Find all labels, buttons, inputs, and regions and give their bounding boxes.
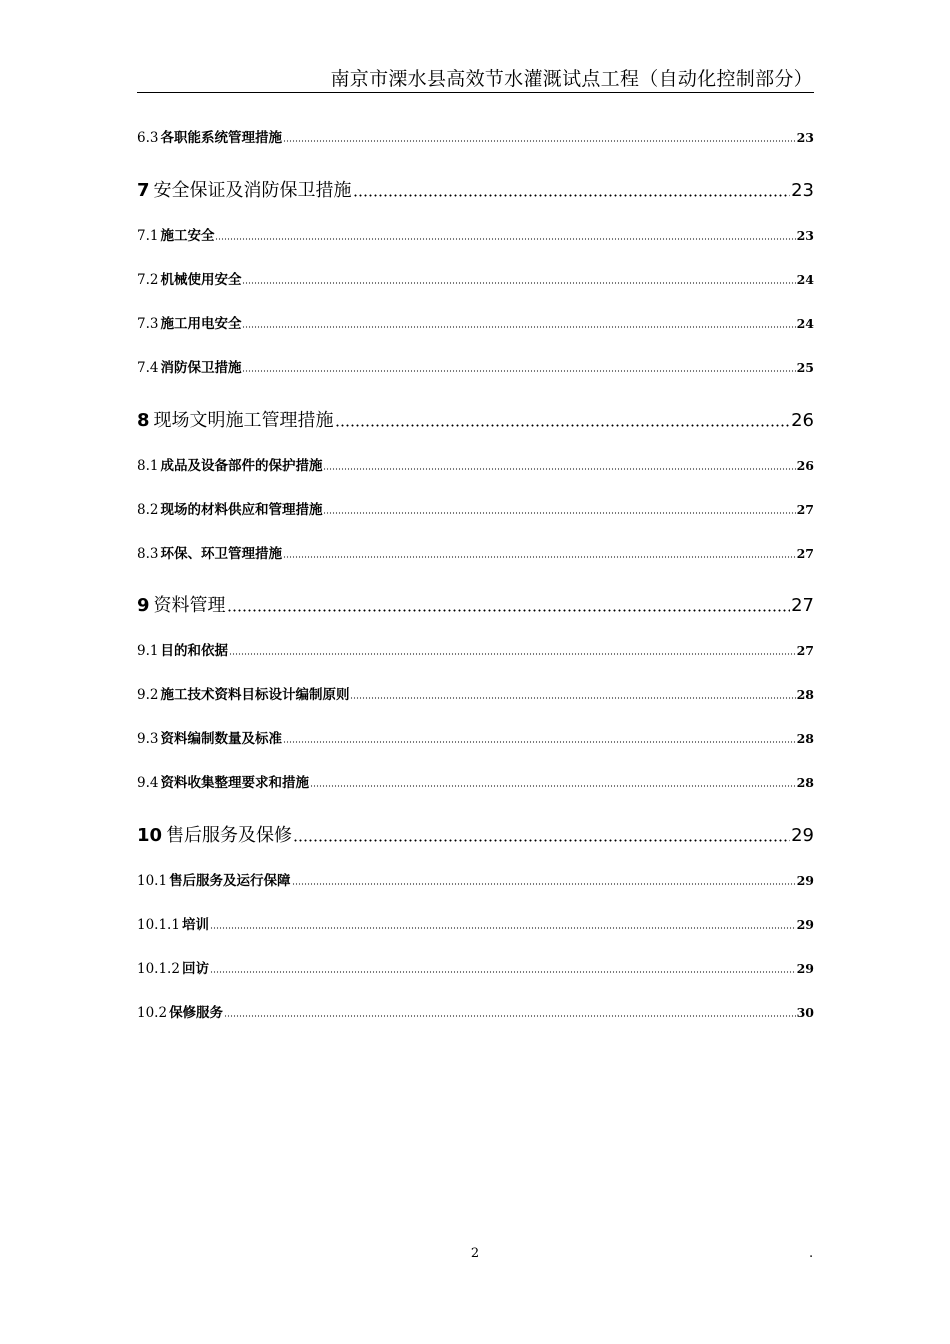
toc-dot-leader: [210, 926, 796, 930]
toc-dot-leader: [350, 696, 795, 700]
toc-entry-title: 成品及设备部件的保护措施: [160, 458, 323, 474]
toc-entry-title: 现场文明施工管理措施: [153, 410, 334, 431]
toc-entry-number: 8.3: [137, 546, 159, 562]
toc-dot-leader: [242, 369, 795, 373]
toc-dot-leader: [323, 467, 795, 471]
toc-entry-page: 25: [796, 360, 814, 375]
toc-entry-title: 售后服务及运行保障: [169, 873, 291, 889]
toc-entry-number: 9.4: [137, 775, 159, 791]
toc-section-entry[interactable]: [137, 456, 814, 476]
toc-entry-title: 施工用电安全: [160, 316, 242, 332]
table-of-contents: [137, 0, 814, 1344]
toc-entry-page: 29: [796, 917, 814, 932]
toc-dot-leader: [283, 740, 796, 744]
toc-entry-number: 8: [137, 410, 150, 431]
toc-entry-number: 9.2: [137, 687, 159, 703]
toc-dot-leader: [283, 555, 796, 559]
toc-entry-number: 9.1: [137, 643, 159, 659]
toc-entry-title: 资料收集整理要求和措施: [160, 775, 309, 791]
toc-section-entry[interactable]: [137, 729, 814, 749]
toc-entry-page: 29: [796, 873, 814, 888]
toc-dot-leader: [292, 882, 796, 886]
document-header-title: 南京市溧水县高效节水灌溉试点工程（自动化控制部分）: [330, 68, 813, 90]
toc-entry-title: 培训: [181, 917, 209, 933]
toc-entry-page: 28: [796, 687, 814, 702]
toc-entry-page: 23: [796, 130, 814, 145]
toc-entry-number: 10.1.1: [137, 917, 180, 933]
toc-entry-number: 10.1.2: [137, 961, 180, 977]
toc-dot-leader: [242, 325, 795, 329]
toc-chapter-entry[interactable]: [137, 593, 814, 619]
toc-dot-leader: [353, 193, 791, 198]
toc-section-entry[interactable]: [137, 915, 814, 935]
toc-section-entry[interactable]: [137, 226, 814, 246]
toc-entry-number: 7.4: [137, 360, 159, 376]
toc-dot-leader: [229, 652, 796, 656]
toc-dot-leader: [242, 281, 795, 285]
toc-entry-title: 保修服务: [169, 1005, 224, 1021]
toc-entry-page: 26: [796, 458, 814, 473]
toc-entry-title: 资料编制数量及标准: [160, 731, 282, 747]
toc-entry-page: 23: [791, 180, 814, 201]
toc-section-entry[interactable]: [137, 314, 814, 334]
toc-entry-number: 9: [137, 595, 150, 616]
toc-entry-number: 10.2: [137, 1005, 168, 1021]
toc-entry-number: 7.1: [137, 228, 159, 244]
toc-section-entry[interactable]: [137, 641, 814, 661]
toc-entry-title: 售后服务及保修: [166, 825, 293, 846]
toc-entry-page: 27: [791, 595, 814, 616]
toc-entry-number: 10.1: [137, 873, 168, 889]
toc-dot-leader: [210, 970, 796, 974]
toc-section-entry[interactable]: [137, 270, 814, 290]
toc-entry-page: 24: [796, 316, 814, 331]
toc-section-entry[interactable]: [137, 128, 814, 148]
toc-section-entry[interactable]: [137, 871, 814, 891]
toc-entry-title: 回访: [181, 961, 209, 977]
toc-section-entry[interactable]: [137, 358, 814, 378]
toc-dot-leader: [310, 784, 796, 788]
toc-chapter-entry[interactable]: [137, 823, 814, 849]
toc-entry-title: 机械使用安全: [160, 272, 242, 288]
toc-entry-page: 29: [791, 825, 814, 846]
toc-entry-number: 7: [137, 180, 150, 201]
toc-section-entry[interactable]: [137, 959, 814, 979]
toc-entry-page: 27: [796, 502, 814, 517]
toc-entry-title: 目的和依据: [160, 643, 228, 659]
toc-entry-page: 29: [796, 961, 814, 976]
toc-dot-leader: [335, 423, 791, 428]
toc-dot-leader: [224, 1014, 796, 1018]
toc-entry-page: 28: [796, 731, 814, 746]
toc-entry-number: 8.1: [137, 458, 159, 474]
toc-entry-number: 7.3: [137, 316, 159, 332]
page-number: 2: [470, 1246, 480, 1261]
toc-entry-title: 环保、环卫管理措施: [160, 546, 282, 562]
toc-entry-title: 现场的材料供应和管理措施: [160, 502, 323, 518]
toc-entry-title: 消防保卫措施: [160, 360, 242, 376]
toc-entry-page: 23: [796, 228, 814, 243]
toc-entry-page: 24: [796, 272, 814, 287]
toc-entry-number: 9.3: [137, 731, 159, 747]
toc-entry-title: 资料管理: [153, 595, 226, 616]
toc-dot-leader: [293, 838, 790, 843]
toc-section-entry[interactable]: [137, 500, 814, 520]
toc-chapter-entry[interactable]: [137, 178, 814, 204]
toc-section-entry[interactable]: [137, 1003, 814, 1023]
toc-dot-leader: [323, 511, 795, 515]
toc-entry-title: 安全保证及消防保卫措施: [153, 180, 352, 201]
toc-section-entry[interactable]: [137, 544, 814, 564]
toc-entry-page: 27: [796, 643, 814, 658]
toc-section-entry[interactable]: [137, 773, 814, 793]
toc-entry-title: 施工安全: [160, 228, 215, 244]
toc-entry-number: 7.2: [137, 272, 159, 288]
toc-section-entry[interactable]: [137, 685, 814, 705]
toc-entry-page: 28: [796, 775, 814, 790]
toc-entry-number: 8.2: [137, 502, 159, 518]
toc-dot-leader: [215, 237, 795, 241]
toc-entry-page: 30: [796, 1005, 814, 1020]
toc-entry-title: 施工技术资料目标设计编制原则: [160, 687, 350, 703]
corner-mark: .: [809, 1246, 814, 1261]
toc-entry-number: 6.3: [137, 130, 159, 146]
toc-entry-page: 27: [796, 546, 814, 561]
toc-chapter-entry[interactable]: [137, 408, 814, 434]
toc-dot-leader: [283, 139, 796, 143]
toc-dot-leader: [227, 608, 791, 613]
toc-entry-title: 各职能系统管理措施: [160, 130, 282, 146]
toc-entry-number: 10: [137, 825, 163, 846]
toc-entry-page: 26: [791, 410, 814, 431]
